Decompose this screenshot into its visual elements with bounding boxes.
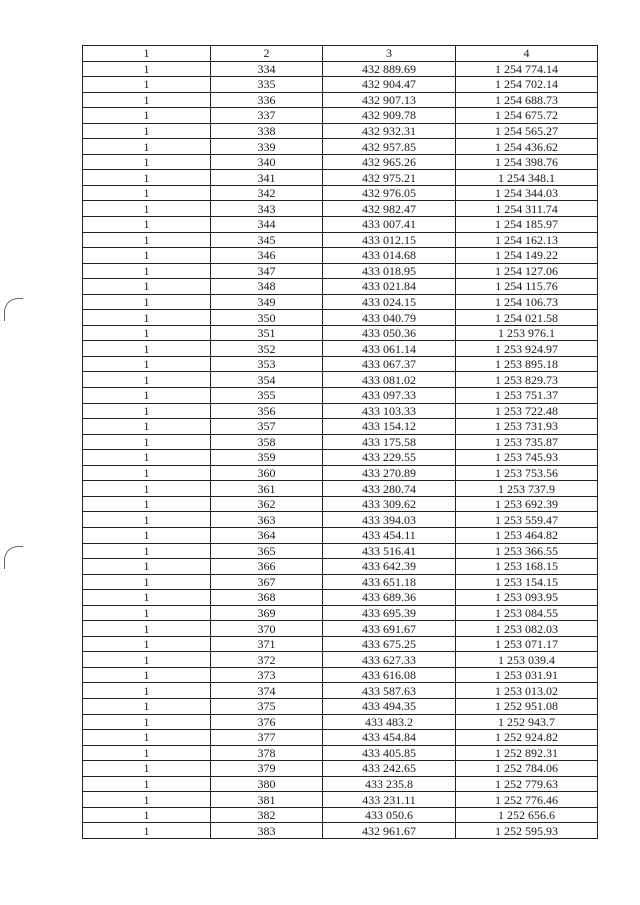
cell-point-number: 361 — [211, 481, 323, 497]
cell-section: 1 — [83, 434, 211, 450]
cell-y-coordinate: 1 254 115.76 — [456, 279, 598, 295]
table-row — [83, 434, 598, 450]
cell-x-coordinate: 432 957.85 — [323, 139, 456, 155]
cell-section: 1 — [83, 232, 211, 248]
table-row — [83, 450, 598, 466]
cell-point-number: 351 — [211, 325, 323, 341]
cell-y-coordinate: 1 253 039.4 — [456, 652, 598, 668]
table-row — [83, 77, 598, 93]
table-row — [83, 605, 598, 621]
cell-point-number: 382 — [211, 807, 323, 823]
table-row — [83, 543, 598, 559]
table-row — [83, 325, 598, 341]
cell-point-number: 364 — [211, 527, 323, 543]
cell-point-number: 349 — [211, 294, 323, 310]
cell-section: 1 — [83, 667, 211, 683]
cell-section: 1 — [83, 185, 211, 201]
table-row — [83, 683, 598, 699]
cell-x-coordinate: 433 007.41 — [323, 217, 456, 233]
cell-x-coordinate: 433 454.11 — [323, 527, 456, 543]
cell-x-coordinate: 433 154.12 — [323, 419, 456, 435]
table-row — [83, 248, 598, 264]
cell-section: 1 — [83, 450, 211, 466]
cell-x-coordinate: 433 405.85 — [323, 745, 456, 761]
cell-section: 1 — [83, 170, 211, 186]
cell-section: 1 — [83, 201, 211, 217]
table-row — [83, 279, 598, 295]
cell-y-coordinate: 1 253 829.73 — [456, 372, 598, 388]
table-row — [83, 356, 598, 372]
table-row — [83, 512, 598, 528]
table-row — [83, 714, 598, 730]
cell-point-number: 352 — [211, 341, 323, 357]
cell-section: 1 — [83, 807, 211, 823]
table-row — [83, 792, 598, 808]
table-row — [83, 496, 598, 512]
cell-y-coordinate: 1 253 737.9 — [456, 481, 598, 497]
cell-x-coordinate: 433 642.39 — [323, 559, 456, 575]
cell-point-number: 362 — [211, 496, 323, 512]
cell-x-coordinate: 433 616.08 — [323, 667, 456, 683]
table-row — [83, 419, 598, 435]
cell-point-number: 367 — [211, 574, 323, 590]
cell-point-number: 372 — [211, 652, 323, 668]
cell-point-number: 357 — [211, 419, 323, 435]
cell-x-coordinate: 433 235.8 — [323, 776, 456, 792]
cell-x-coordinate: 433 097.33 — [323, 388, 456, 404]
cell-x-coordinate: 433 024.15 — [323, 294, 456, 310]
cell-y-coordinate: 1 253 895.18 — [456, 356, 598, 372]
table-row — [83, 123, 598, 139]
cell-point-number: 346 — [211, 248, 323, 264]
cell-section: 1 — [83, 388, 211, 404]
cell-section: 1 — [83, 512, 211, 528]
header-cell-col-3: 3 — [323, 46, 456, 62]
cell-y-coordinate: 1 253 924.97 — [456, 341, 598, 357]
cell-section: 1 — [83, 636, 211, 652]
table-row — [83, 108, 598, 124]
cell-x-coordinate: 433 651.18 — [323, 574, 456, 590]
cell-section: 1 — [83, 590, 211, 606]
cell-y-coordinate: 1 253 692.39 — [456, 496, 598, 512]
cell-section: 1 — [83, 61, 211, 77]
cell-section: 1 — [83, 496, 211, 512]
cell-point-number: 334 — [211, 61, 323, 77]
cell-section: 1 — [83, 527, 211, 543]
cell-x-coordinate: 433 050.6 — [323, 807, 456, 823]
table-row — [83, 372, 598, 388]
cell-y-coordinate: 1 252 776.46 — [456, 792, 598, 808]
cell-section: 1 — [83, 481, 211, 497]
cell-point-number: 340 — [211, 154, 323, 170]
cell-section: 1 — [83, 372, 211, 388]
cell-section: 1 — [83, 652, 211, 668]
cell-x-coordinate: 433 242.65 — [323, 761, 456, 777]
table-row — [83, 263, 598, 279]
table-row — [83, 154, 598, 170]
coordinates-table — [82, 45, 598, 839]
table-row — [83, 559, 598, 575]
cell-point-number: 344 — [211, 217, 323, 233]
cell-y-coordinate: 1 252 943.7 — [456, 714, 598, 730]
cell-y-coordinate: 1 254 688.73 — [456, 92, 598, 108]
cell-y-coordinate: 1 254 436.62 — [456, 139, 598, 155]
cell-y-coordinate: 1 253 735.87 — [456, 434, 598, 450]
cell-point-number: 342 — [211, 185, 323, 201]
table-row — [83, 217, 598, 233]
table-row — [83, 201, 598, 217]
cell-point-number: 339 — [211, 139, 323, 155]
cell-y-coordinate: 1 254 348.1 — [456, 170, 598, 186]
cell-point-number: 368 — [211, 590, 323, 606]
cell-x-coordinate: 433 175.58 — [323, 434, 456, 450]
cell-x-coordinate: 432 907.13 — [323, 92, 456, 108]
table-row — [83, 139, 598, 155]
cell-point-number: 379 — [211, 761, 323, 777]
cell-x-coordinate: 432 904.47 — [323, 77, 456, 93]
table-row — [83, 527, 598, 543]
cell-x-coordinate: 433 483.2 — [323, 714, 456, 730]
cell-point-number: 373 — [211, 667, 323, 683]
cell-section: 1 — [83, 77, 211, 93]
cell-y-coordinate: 1 253 031.91 — [456, 667, 598, 683]
cell-section: 1 — [83, 761, 211, 777]
cell-section: 1 — [83, 714, 211, 730]
cell-x-coordinate: 432 961.67 — [323, 823, 456, 839]
cell-y-coordinate: 1 252 924.82 — [456, 730, 598, 746]
cell-y-coordinate: 1 252 892.31 — [456, 745, 598, 761]
header-cell-col-2: 2 — [211, 46, 323, 62]
cell-section: 1 — [83, 730, 211, 746]
punch-hole-mark — [4, 546, 23, 569]
cell-y-coordinate: 1 254 702.14 — [456, 77, 598, 93]
table-row — [83, 61, 598, 77]
cell-x-coordinate: 432 975.21 — [323, 170, 456, 186]
cell-y-coordinate: 1 253 082.03 — [456, 621, 598, 637]
cell-point-number: 354 — [211, 372, 323, 388]
header-cell-col-4: 4 — [456, 46, 598, 62]
cell-x-coordinate: 432 965.26 — [323, 154, 456, 170]
table-row — [83, 403, 598, 419]
cell-point-number: 347 — [211, 263, 323, 279]
cell-x-coordinate: 433 280.74 — [323, 481, 456, 497]
cell-point-number: 374 — [211, 683, 323, 699]
cell-x-coordinate: 433 061.14 — [323, 341, 456, 357]
cell-section: 1 — [83, 356, 211, 372]
cell-section: 1 — [83, 108, 211, 124]
cell-section: 1 — [83, 745, 211, 761]
cell-y-coordinate: 1 253 464.82 — [456, 527, 598, 543]
table-row — [83, 232, 598, 248]
table-row — [83, 667, 598, 683]
cell-x-coordinate: 433 021.84 — [323, 279, 456, 295]
cell-y-coordinate: 1 252 779.63 — [456, 776, 598, 792]
cell-point-number: 381 — [211, 792, 323, 808]
cell-section: 1 — [83, 154, 211, 170]
cell-y-coordinate: 1 254 344.03 — [456, 185, 598, 201]
cell-point-number: 365 — [211, 543, 323, 559]
table-row — [83, 807, 598, 823]
table-row — [83, 341, 598, 357]
cell-point-number: 363 — [211, 512, 323, 528]
cell-y-coordinate: 1 253 084.55 — [456, 605, 598, 621]
cell-x-coordinate: 432 889.69 — [323, 61, 456, 77]
cell-x-coordinate: 433 675.25 — [323, 636, 456, 652]
cell-x-coordinate: 433 040.79 — [323, 310, 456, 326]
cell-section: 1 — [83, 776, 211, 792]
cell-x-coordinate: 433 050.36 — [323, 325, 456, 341]
cell-y-coordinate: 1 253 731.93 — [456, 419, 598, 435]
table-row — [83, 170, 598, 186]
cell-y-coordinate: 1 254 774.14 — [456, 61, 598, 77]
cell-point-number: 343 — [211, 201, 323, 217]
cell-section: 1 — [83, 683, 211, 699]
cell-x-coordinate: 433 516.41 — [323, 543, 456, 559]
cell-y-coordinate: 1 254 311.74 — [456, 201, 598, 217]
cell-section: 1 — [83, 92, 211, 108]
cell-y-coordinate: 1 254 565.27 — [456, 123, 598, 139]
cell-point-number: 348 — [211, 279, 323, 295]
cell-section: 1 — [83, 465, 211, 481]
cell-y-coordinate: 1 254 149.22 — [456, 248, 598, 264]
cell-point-number: 358 — [211, 434, 323, 450]
cell-point-number: 383 — [211, 823, 323, 839]
cell-section: 1 — [83, 419, 211, 435]
cell-point-number: 338 — [211, 123, 323, 139]
cell-section: 1 — [83, 217, 211, 233]
cell-section: 1 — [83, 341, 211, 357]
header-cell-col-1: 1 — [83, 46, 211, 62]
cell-section: 1 — [83, 248, 211, 264]
cell-y-coordinate: 1 254 185.97 — [456, 217, 598, 233]
table-row — [83, 590, 598, 606]
cell-point-number: 378 — [211, 745, 323, 761]
cell-point-number: 341 — [211, 170, 323, 186]
cell-section: 1 — [83, 792, 211, 808]
cell-y-coordinate: 1 254 675.72 — [456, 108, 598, 124]
cell-y-coordinate: 1 253 071.17 — [456, 636, 598, 652]
table-row — [83, 294, 598, 310]
cell-x-coordinate: 433 018.95 — [323, 263, 456, 279]
table-row — [83, 621, 598, 637]
cell-x-coordinate: 433 014.68 — [323, 248, 456, 264]
cell-x-coordinate: 433 689.36 — [323, 590, 456, 606]
table-row — [83, 652, 598, 668]
cell-y-coordinate: 1 254 021.58 — [456, 310, 598, 326]
cell-section: 1 — [83, 403, 211, 419]
table-row — [83, 776, 598, 792]
cell-point-number: 335 — [211, 77, 323, 93]
table-header-row — [83, 46, 598, 62]
cell-y-coordinate: 1 254 106.73 — [456, 294, 598, 310]
cell-y-coordinate: 1 253 722.48 — [456, 403, 598, 419]
table-body — [83, 61, 598, 838]
cell-point-number: 366 — [211, 559, 323, 575]
cell-section: 1 — [83, 698, 211, 714]
cell-point-number: 380 — [211, 776, 323, 792]
cell-y-coordinate: 1 252 951.08 — [456, 698, 598, 714]
cell-point-number: 371 — [211, 636, 323, 652]
cell-x-coordinate: 433 494.35 — [323, 698, 456, 714]
cell-section: 1 — [83, 559, 211, 575]
cell-x-coordinate: 432 982.47 — [323, 201, 456, 217]
cell-x-coordinate: 433 454.84 — [323, 730, 456, 746]
table-row — [83, 92, 598, 108]
cell-y-coordinate: 1 253 751.37 — [456, 388, 598, 404]
cell-y-coordinate: 1 253 745.93 — [456, 450, 598, 466]
cell-point-number: 353 — [211, 356, 323, 372]
cell-point-number: 369 — [211, 605, 323, 621]
table-row — [83, 636, 598, 652]
cell-x-coordinate: 433 229.55 — [323, 450, 456, 466]
cell-x-coordinate: 432 932.31 — [323, 123, 456, 139]
cell-y-coordinate: 1 253 366.55 — [456, 543, 598, 559]
cell-y-coordinate: 1 253 154.15 — [456, 574, 598, 590]
cell-point-number: 337 — [211, 108, 323, 124]
cell-section: 1 — [83, 310, 211, 326]
cell-section: 1 — [83, 123, 211, 139]
cell-section: 1 — [83, 605, 211, 621]
cell-y-coordinate: 1 254 127.06 — [456, 263, 598, 279]
table-row — [83, 761, 598, 777]
table-row — [83, 698, 598, 714]
cell-section: 1 — [83, 279, 211, 295]
cell-point-number: 350 — [211, 310, 323, 326]
cell-point-number: 370 — [211, 621, 323, 637]
cell-x-coordinate: 433 309.62 — [323, 496, 456, 512]
cell-x-coordinate: 433 394.03 — [323, 512, 456, 528]
cell-x-coordinate: 433 012.15 — [323, 232, 456, 248]
cell-point-number: 355 — [211, 388, 323, 404]
table-row — [83, 481, 598, 497]
cell-section: 1 — [83, 263, 211, 279]
cell-point-number: 377 — [211, 730, 323, 746]
punch-hole-mark — [4, 298, 23, 321]
cell-x-coordinate: 433 103.33 — [323, 403, 456, 419]
cell-section: 1 — [83, 139, 211, 155]
cell-x-coordinate: 433 067.37 — [323, 356, 456, 372]
table-row — [83, 745, 598, 761]
table-row — [83, 185, 598, 201]
cell-x-coordinate: 433 691.67 — [323, 621, 456, 637]
cell-point-number: 375 — [211, 698, 323, 714]
cell-y-coordinate: 1 252 784.06 — [456, 761, 598, 777]
cell-point-number: 359 — [211, 450, 323, 466]
cell-x-coordinate: 433 587.63 — [323, 683, 456, 699]
table-row — [83, 388, 598, 404]
cell-y-coordinate: 1 252 656.6 — [456, 807, 598, 823]
cell-section: 1 — [83, 823, 211, 839]
table-row — [83, 574, 598, 590]
table-row — [83, 730, 598, 746]
cell-y-coordinate: 1 253 168.15 — [456, 559, 598, 575]
cell-point-number: 376 — [211, 714, 323, 730]
cell-x-coordinate: 433 231.11 — [323, 792, 456, 808]
cell-point-number: 336 — [211, 92, 323, 108]
cell-section: 1 — [83, 574, 211, 590]
cell-section: 1 — [83, 621, 211, 637]
cell-section: 1 — [83, 543, 211, 559]
cell-x-coordinate: 433 627.33 — [323, 652, 456, 668]
cell-y-coordinate: 1 253 753.56 — [456, 465, 598, 481]
cell-y-coordinate: 1 253 093.95 — [456, 590, 598, 606]
cell-x-coordinate: 433 081.02 — [323, 372, 456, 388]
cell-y-coordinate: 1 253 559.47 — [456, 512, 598, 528]
cell-y-coordinate: 1 254 162.13 — [456, 232, 598, 248]
table-row — [83, 465, 598, 481]
table-row — [83, 310, 598, 326]
cell-x-coordinate: 433 695.39 — [323, 605, 456, 621]
cell-y-coordinate: 1 254 398.76 — [456, 154, 598, 170]
cell-section: 1 — [83, 325, 211, 341]
table-row — [83, 823, 598, 839]
cell-x-coordinate: 432 976.05 — [323, 185, 456, 201]
cell-y-coordinate: 1 253 013.02 — [456, 683, 598, 699]
cell-section: 1 — [83, 294, 211, 310]
cell-y-coordinate: 1 252 595.93 — [456, 823, 598, 839]
cell-point-number: 345 — [211, 232, 323, 248]
cell-point-number: 356 — [211, 403, 323, 419]
cell-y-coordinate: 1 253 976.1 — [456, 325, 598, 341]
cell-x-coordinate: 433 270.89 — [323, 465, 456, 481]
cell-x-coordinate: 432 909.78 — [323, 108, 456, 124]
cell-point-number: 360 — [211, 465, 323, 481]
